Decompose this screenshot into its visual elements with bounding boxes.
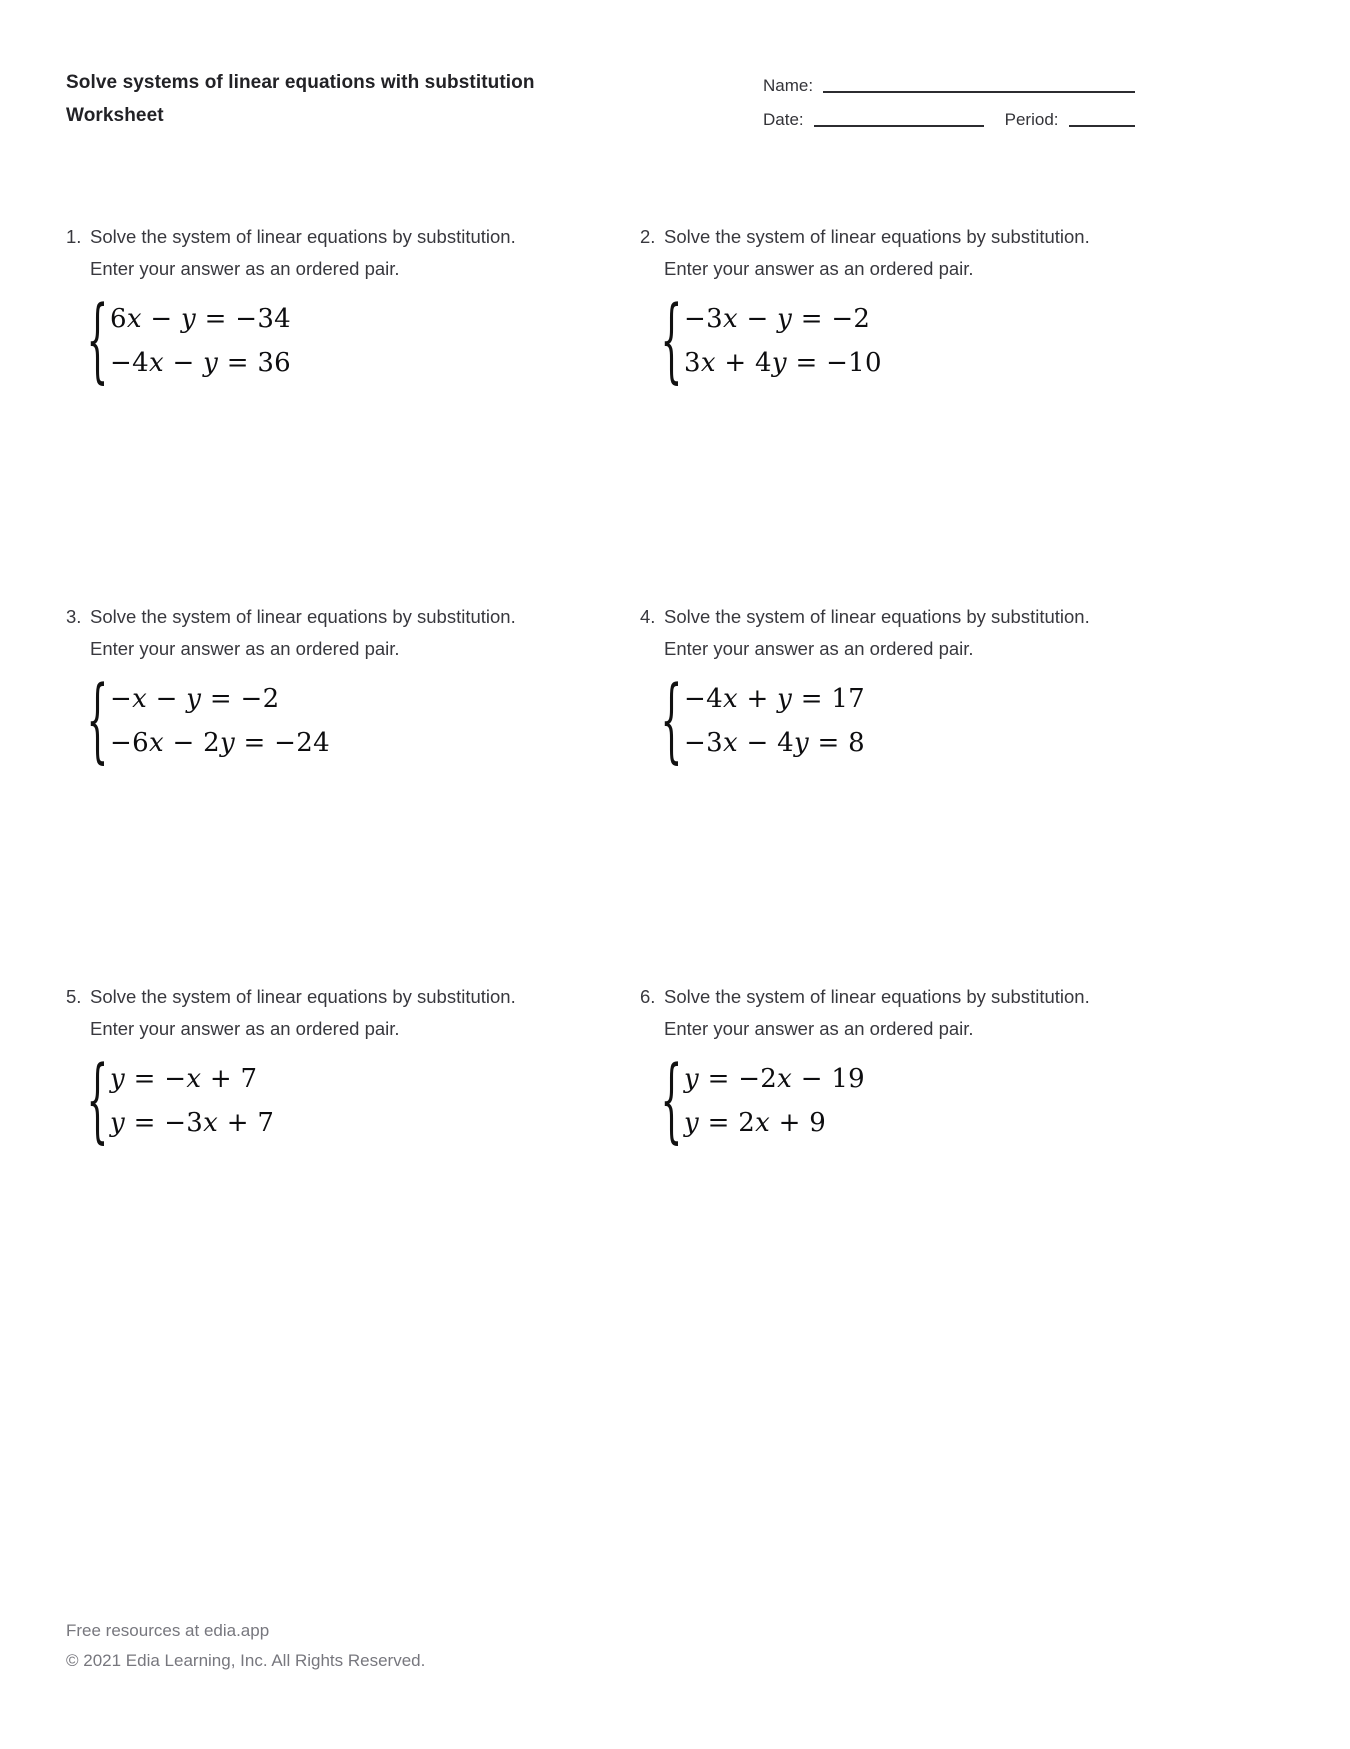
equation-2: y = 2x + 9 (684, 1108, 827, 1138)
equation-2: −6x − 2y = −24 (110, 728, 330, 758)
problem-1 (66, 221, 640, 601)
equation-system (660, 668, 1214, 774)
problem-prompt: Solve the system of linear equations by substitution. Enter your answer as an ordered pair. (664, 606, 1090, 659)
problems-grid (66, 221, 1214, 1361)
equation-system (660, 1048, 1214, 1154)
equation-1: y = −2x − 19 (684, 1064, 866, 1094)
name-blank-line (823, 91, 1135, 93)
problem-2-prompt-row (640, 221, 1214, 285)
equation-system (86, 1048, 640, 1154)
problem-6-prompt-row (640, 981, 1214, 1045)
problem-4 (640, 601, 1214, 981)
problem-number: 5. (66, 986, 82, 1007)
equation-system (86, 288, 640, 394)
title-line-2: Worksheet (66, 105, 164, 126)
problem-3 (66, 601, 640, 981)
left-brace-glyph: { (86, 668, 109, 774)
worksheet-title (66, 66, 535, 132)
date-label: Date: (763, 110, 804, 129)
problem-2 (640, 221, 1214, 601)
equation-1: y = −x + 7 (110, 1064, 258, 1094)
problem-3-prompt-row (66, 601, 640, 665)
title-line-1: Solve systems of linear equations with substitution (66, 72, 535, 93)
date-blank-line (814, 125, 984, 127)
period-label: Period: (1004, 110, 1059, 129)
equation-2: −3x − 4y = 8 (684, 728, 866, 758)
problem-1-prompt-row (66, 221, 640, 285)
name-label: Name: (763, 76, 814, 95)
equation-1: −3x − y = −2 (684, 304, 871, 334)
equation-system (86, 668, 640, 774)
footer-line-1: Free resources at edia.app (66, 1621, 270, 1640)
problem-number: 2. (640, 226, 656, 247)
equation-2: y = −3x + 7 (110, 1108, 275, 1138)
equation-1: −4x + y = 17 (684, 684, 866, 714)
period-blank-line (1069, 125, 1135, 127)
problem-4-prompt-row (640, 601, 1214, 665)
problem-prompt: Solve the system of linear equations by substitution. Enter your answer as an ordered pair. (90, 986, 516, 1039)
equation-1: −x − y = −2 (110, 684, 280, 714)
equation-2: −4x − y = 36 (110, 348, 292, 378)
equation-system (660, 288, 1214, 394)
problem-6 (640, 981, 1214, 1361)
left-brace-glyph: { (660, 668, 683, 774)
problem-number: 6. (640, 986, 656, 1007)
problem-prompt: Solve the system of linear equations by substitution. Enter your answer as an ordered pair. (664, 226, 1090, 279)
problem-5-prompt-row (66, 981, 640, 1045)
student-fields (763, 72, 1135, 140)
problem-number: 3. (66, 606, 82, 627)
left-brace-glyph: { (86, 1048, 109, 1154)
problem-number: 4. (640, 606, 656, 627)
name-row (763, 72, 1135, 96)
equation-2: 3x + 4y = −10 (684, 348, 882, 378)
equation-1: 6x − y = −34 (110, 304, 292, 334)
left-brace-glyph: { (660, 1048, 683, 1154)
date-period-row (763, 106, 1135, 130)
problem-5 (66, 981, 640, 1361)
left-brace-glyph: { (660, 288, 683, 394)
problem-prompt: Solve the system of linear equations by substitution. Enter your answer as an ordered pair. (90, 226, 516, 279)
page-footer (66, 1616, 425, 1676)
problem-prompt: Solve the system of linear equations by substitution. Enter your answer as an ordered pair. (90, 606, 516, 659)
footer-line-2: © 2021 Edia Learning, Inc. All Rights Reserved. (66, 1651, 426, 1670)
problem-number: 1. (66, 226, 82, 247)
problem-prompt: Solve the system of linear equations by substitution. Enter your answer as an ordered pair. (664, 986, 1090, 1039)
left-brace-glyph: { (86, 288, 109, 394)
